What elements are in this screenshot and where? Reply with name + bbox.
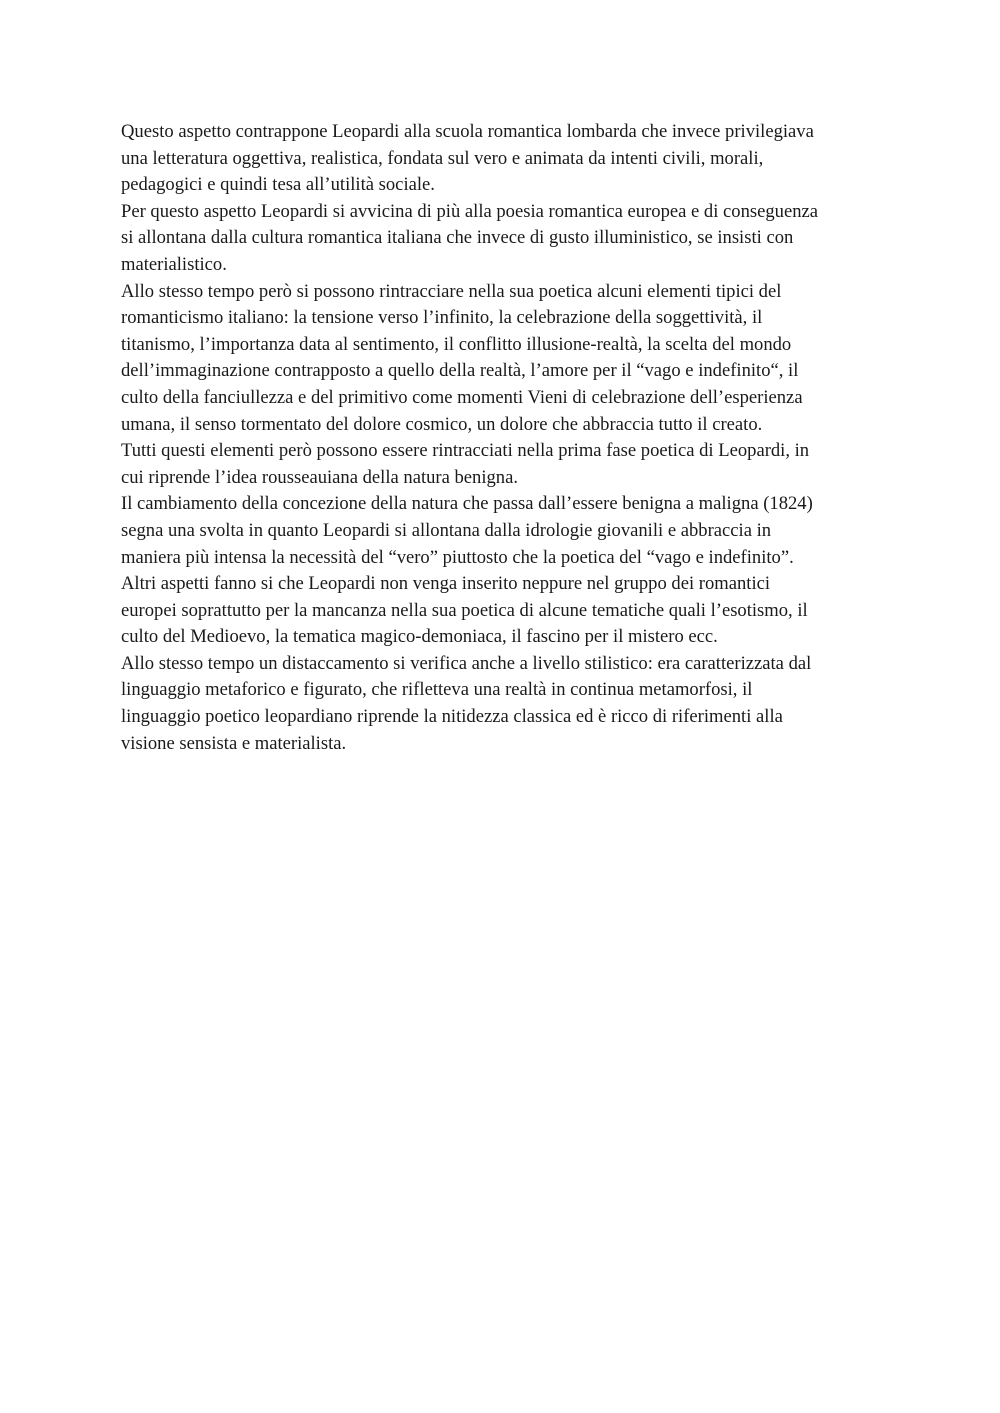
text-line: Allo stesso tempo però si possono rintracciare nella sua poetica alcuni elementi tipici del (121, 280, 782, 302)
text-line: materialistico. (121, 253, 227, 275)
text-line: linguaggio poetico leopardiano riprende la nitidezza classica ed è ricco di riferimenti alla (121, 706, 783, 728)
text-line: linguaggio metaforico e figurato, che rifletteva una realtà in continua metamorfosi, il (121, 679, 753, 701)
text-line: cui riprende l’idea rousseauiana della natura benigna. (121, 466, 519, 488)
text-line: pedagogici e quindi tesa all’utilità sociale. (121, 174, 435, 196)
text-line: romanticismo italiano: la tensione verso l’infinito, la celebrazione della soggettività, il (121, 307, 763, 329)
text-line: Altri aspetti fanno si che Leopardi non venga inserito neppure nel gruppo dei romantici (121, 573, 771, 595)
text-line: culto della fanciullezza e del primitivo come momenti Vieni di celebrazione dell’esperienza (121, 386, 803, 408)
text-line: Questo aspetto contrappone Leopardi alla scuola romantica lombarda che invece privilegiava (121, 121, 814, 142)
text-line: Tutti questi elementi però possono essere rintracciati nella prima fase poetica di Leopardi, in (121, 440, 810, 462)
text-line: Per questo aspetto Leopardi si avvicina di più alla poesia romantica europea e di conseguenza (121, 200, 819, 222)
text-line: Allo stesso tempo un distaccamento si verifica anche a livello stilistico: era caratterizzata dal (121, 652, 812, 674)
text-line: maniera più intensa la necessità del “vero” piuttosto che la poetica del “vago e indefinito”. (121, 546, 794, 568)
text-line: europei soprattutto per la mancanza nella sua poetica di alcune tematiche quali l’esotismo, il (121, 599, 808, 621)
text-line: una letteratura oggettiva, realistica, fondata sul vero e animata da intenti civili, morali, (121, 147, 764, 169)
text-line: Il cambiamento della concezione della natura che passa dall’essere benigna a maligna (1824) (121, 493, 813, 515)
text-line: culto del Medioevo, la tematica magico-demoniaca, il fascino per il mistero ecc. (121, 626, 718, 648)
text-line: segna una svolta in quanto Leopardi si allontana dalla idrologie giovanili e abbraccia in (121, 519, 772, 541)
body-text (121, 119, 901, 757)
text-line: si allontana dalla cultura romantica italiana che invece di gusto illuministico, se insisti con (121, 227, 794, 249)
text-line: titanismo, l’importanza data al sentimento, il conflitto illusione-realtà, la scelta del mondo (121, 333, 792, 355)
text-line: dell’immaginazione contrapposto a quello della realtà, l’amore per il “vago e indefinito“, il (121, 360, 799, 382)
text-line: umana, il senso tormentato del dolore cosmico, un dolore che abbraccia tutto il creato. (121, 413, 763, 435)
text-line: visione sensista e materialista. (121, 732, 347, 754)
